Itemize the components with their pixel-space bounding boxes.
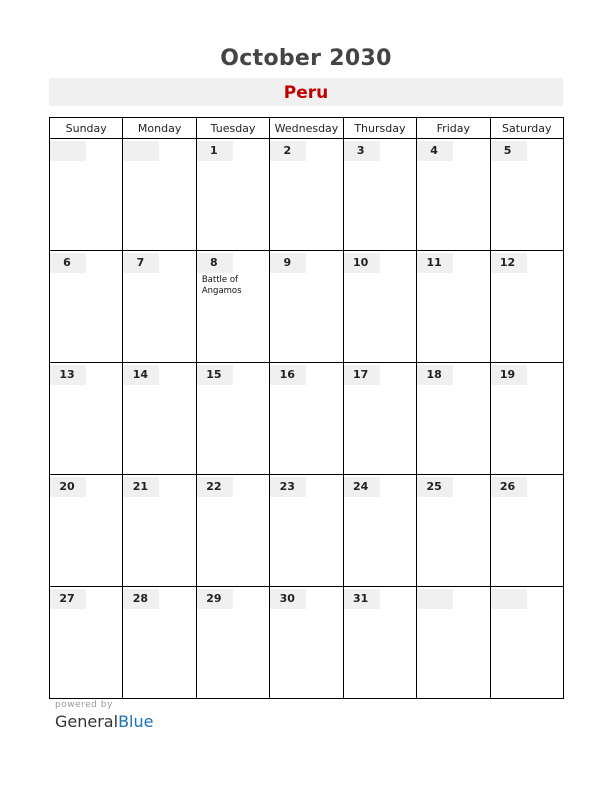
page-title: October 2030 [220, 46, 392, 71]
day-cell [196, 251, 269, 363]
day-number [417, 477, 453, 497]
day-number [197, 365, 233, 385]
day-number-label: 13 [59, 368, 75, 381]
day-number-label: 8 [210, 256, 218, 269]
day-number-label: 31 [353, 592, 369, 605]
day-number [491, 141, 527, 161]
day-number [344, 141, 380, 161]
day-number [344, 365, 380, 385]
day-number-label: 9 [283, 256, 292, 269]
day-number-label: 30 [279, 592, 295, 605]
day-cell [417, 139, 490, 251]
day-number [270, 365, 306, 385]
weekday-header: Sunday [50, 118, 123, 139]
day-number-label: 18 [426, 368, 442, 381]
day-cell [123, 475, 196, 587]
week-row [50, 475, 564, 587]
day-number [270, 589, 306, 609]
day-cell [50, 587, 123, 699]
day-cell [270, 475, 343, 587]
day-cell [50, 139, 123, 251]
weekday-header: Thursday [343, 118, 416, 139]
day-cell [490, 251, 563, 363]
day-cell [196, 363, 269, 475]
day-number [491, 589, 527, 609]
weekday-header-row [50, 118, 564, 139]
day-number [50, 141, 86, 161]
day-number-label: 20 [59, 480, 75, 493]
day-cell [270, 251, 343, 363]
calendar-grid [49, 117, 564, 699]
week-row [50, 251, 564, 363]
day-number-label: 19 [499, 368, 516, 381]
day-number-label: 21 [132, 480, 149, 493]
week-row [50, 587, 564, 699]
day-number-label: 12 [499, 256, 516, 269]
day-cell [490, 363, 563, 475]
day-number-label: 24 [353, 480, 369, 493]
day-cell [343, 363, 416, 475]
day-number [197, 141, 233, 161]
day-number-label: 5 [503, 144, 512, 157]
day-number [123, 365, 159, 385]
day-number [491, 365, 527, 385]
day-number [344, 589, 380, 609]
day-cell [50, 363, 123, 475]
weekday-header: Monday [123, 118, 196, 139]
day-number [197, 589, 233, 609]
day-number [417, 253, 453, 273]
week-row [50, 139, 564, 251]
day-cell [490, 587, 563, 699]
day-cell [50, 251, 123, 363]
day-number [417, 365, 453, 385]
day-number-label: 17 [353, 368, 369, 381]
day-cell [270, 363, 343, 475]
day-number [417, 141, 453, 161]
day-cell [270, 139, 343, 251]
day-number [491, 253, 527, 273]
powered-by-text: powered by [55, 700, 113, 710]
day-cell [417, 363, 490, 475]
day-number-label: 6 [63, 256, 71, 269]
day-number-label: 16 [279, 368, 295, 381]
day-number [270, 141, 306, 161]
day-number-label: 27 [59, 592, 75, 605]
day-number-label: 29 [206, 592, 222, 605]
day-cell [490, 475, 563, 587]
day-cell [123, 363, 196, 475]
day-cell [343, 139, 416, 251]
day-cell [417, 251, 490, 363]
day-number [123, 141, 159, 161]
day-cell [490, 139, 563, 251]
weekday-header: Saturday [490, 118, 563, 139]
day-number-label: 25 [426, 480, 442, 493]
day-number [50, 365, 86, 385]
week-row [50, 363, 564, 475]
day-number [197, 477, 233, 497]
day-number-label: 26 [499, 480, 516, 493]
day-cell [123, 251, 196, 363]
day-number [270, 253, 306, 273]
weekday-header: Tuesday [196, 118, 269, 139]
day-cell [123, 587, 196, 699]
day-number-label: 4 [430, 144, 438, 157]
day-number-label: 14 [132, 368, 149, 381]
day-cell [196, 139, 269, 251]
day-number [344, 253, 380, 273]
day-cell [50, 475, 123, 587]
country-banner [49, 78, 563, 106]
brand-name-blue: Blue [118, 712, 154, 731]
day-number [123, 253, 159, 273]
country-name: Peru [283, 83, 329, 103]
day-number [344, 477, 380, 497]
day-cell [343, 475, 416, 587]
day-number-label: 10 [353, 256, 369, 269]
day-number-label: 2 [283, 144, 292, 157]
day-number [417, 589, 453, 609]
day-number-label: 15 [206, 368, 222, 381]
day-number [270, 477, 306, 497]
day-cell [343, 251, 416, 363]
day-number-label: 28 [132, 592, 149, 605]
brand-name-general: General [55, 712, 119, 731]
day-cell [196, 475, 269, 587]
day-number-label: 23 [279, 480, 295, 493]
day-number-label: 3 [356, 144, 365, 157]
day-number-label: 7 [136, 256, 145, 269]
day-number [50, 589, 86, 609]
day-cell [123, 139, 196, 251]
day-cell [417, 475, 490, 587]
day-cell [196, 587, 269, 699]
day-number [491, 477, 527, 497]
day-number [50, 477, 86, 497]
holiday-event: Battle of Angamos [201, 275, 242, 296]
brand-logo [55, 712, 153, 731]
day-number-label: 11 [426, 256, 442, 269]
day-cell [343, 587, 416, 699]
weekday-header: Friday [417, 118, 490, 139]
day-number [197, 253, 233, 273]
day-number-label: 1 [210, 144, 218, 157]
weekday-header: Wednesday [270, 118, 343, 139]
day-cell [417, 587, 490, 699]
day-number-label: 22 [206, 480, 222, 493]
day-number [123, 477, 159, 497]
day-cell [270, 587, 343, 699]
footer [55, 700, 153, 731]
day-number [50, 253, 86, 273]
day-number [123, 589, 159, 609]
